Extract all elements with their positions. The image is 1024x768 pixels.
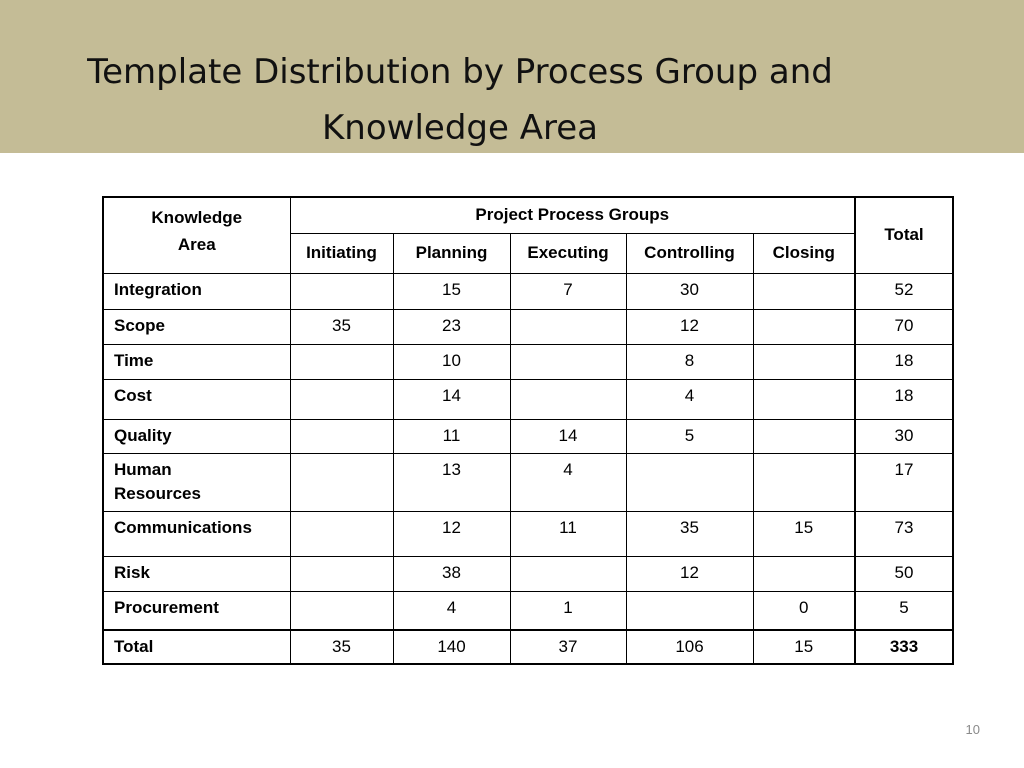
value-cell <box>510 309 626 344</box>
knowledge-area-cell: Communications <box>103 511 290 556</box>
value-cell: 35 <box>290 309 393 344</box>
value-cell: 1 <box>510 591 626 630</box>
table-row <box>103 309 953 344</box>
value-cell <box>626 453 753 511</box>
value-cell <box>290 556 393 591</box>
table-row <box>103 273 953 309</box>
total-row-label: Total <box>103 630 290 664</box>
value-cell <box>753 344 855 379</box>
table-row <box>103 556 953 591</box>
value-cell: 38 <box>393 556 510 591</box>
value-cell: 12 <box>626 309 753 344</box>
table-row <box>103 344 953 379</box>
total-cell: 5 <box>855 591 953 630</box>
total-cell: 73 <box>855 511 953 556</box>
header-row-groups <box>103 197 953 233</box>
slide-title-line-2: Knowledge Area <box>322 108 598 148</box>
value-cell: 15 <box>393 273 510 309</box>
value-cell <box>290 344 393 379</box>
total-cell: 18 <box>855 344 953 379</box>
value-cell: 4 <box>510 453 626 511</box>
value-cell <box>626 591 753 630</box>
value-cell: 30 <box>626 273 753 309</box>
column-header: Initiating <box>290 233 393 273</box>
value-cell: 12 <box>393 511 510 556</box>
value-cell <box>753 379 855 419</box>
header-process-groups: Project Process Groups <box>290 197 855 233</box>
value-cell <box>753 273 855 309</box>
value-cell: 14 <box>393 379 510 419</box>
value-cell <box>290 453 393 511</box>
value-cell <box>753 419 855 453</box>
total-cell: 18 <box>855 379 953 419</box>
total-cell: 70 <box>855 309 953 344</box>
value-cell <box>510 344 626 379</box>
value-cell <box>290 591 393 630</box>
knowledge-area-cell: Time <box>103 344 290 379</box>
value-cell: 15 <box>753 511 855 556</box>
knowledge-area-cell: Risk <box>103 556 290 591</box>
value-cell <box>290 419 393 453</box>
value-cell: 5 <box>626 419 753 453</box>
total-cell: 17 <box>855 453 953 511</box>
header-knowledge-area-line-1: Knowledge <box>151 208 243 227</box>
knowledge-area-cell: Procurement <box>103 591 290 630</box>
value-cell: 8 <box>626 344 753 379</box>
value-cell <box>290 379 393 419</box>
value-cell: 13 <box>393 453 510 511</box>
value-cell: 7 <box>510 273 626 309</box>
table-row <box>103 379 953 419</box>
knowledge-area-cell: Integration <box>103 273 290 309</box>
total-cell: 30 <box>855 419 953 453</box>
total-row-value: 106 <box>626 630 753 664</box>
total-row-value: 140 <box>393 630 510 664</box>
value-cell: 10 <box>393 344 510 379</box>
value-cell <box>510 379 626 419</box>
total-row-value: 15 <box>753 630 855 664</box>
value-cell: 23 <box>393 309 510 344</box>
value-cell <box>753 453 855 511</box>
value-cell: 11 <box>393 419 510 453</box>
header-knowledge-area <box>103 197 290 273</box>
total-row-value: 37 <box>510 630 626 664</box>
value-cell <box>753 309 855 344</box>
value-cell: 0 <box>753 591 855 630</box>
value-cell: 11 <box>510 511 626 556</box>
distribution-table <box>102 196 954 665</box>
value-cell <box>510 556 626 591</box>
total-row-value: 35 <box>290 630 393 664</box>
header-knowledge-area-line-2: Area <box>177 235 216 254</box>
value-cell: 12 <box>626 556 753 591</box>
total-row <box>103 630 953 664</box>
knowledge-area-cell: Human Resources <box>103 453 290 511</box>
knowledge-area-cell: Scope <box>103 309 290 344</box>
header-total: Total <box>855 197 953 273</box>
table-row <box>103 591 953 630</box>
slide-title <box>0 44 920 156</box>
grand-total-cell: 333 <box>855 630 953 664</box>
value-cell <box>753 556 855 591</box>
value-cell: 14 <box>510 419 626 453</box>
value-cell: 4 <box>626 379 753 419</box>
column-header: Executing <box>510 233 626 273</box>
table-row <box>103 419 953 453</box>
page-number: 10 <box>965 722 980 737</box>
total-cell: 50 <box>855 556 953 591</box>
table-row <box>103 511 953 556</box>
column-header: Closing <box>753 233 855 273</box>
total-cell: 52 <box>855 273 953 309</box>
knowledge-area-cell: Cost <box>103 379 290 419</box>
table-row <box>103 453 953 511</box>
value-cell: 35 <box>626 511 753 556</box>
value-cell <box>290 273 393 309</box>
slide-title-line-1: Template Distribution by Process Group and <box>87 52 833 92</box>
knowledge-area-cell: Quality <box>103 419 290 453</box>
column-header: Controlling <box>626 233 753 273</box>
value-cell <box>290 511 393 556</box>
value-cell: 4 <box>393 591 510 630</box>
column-header: Planning <box>393 233 510 273</box>
